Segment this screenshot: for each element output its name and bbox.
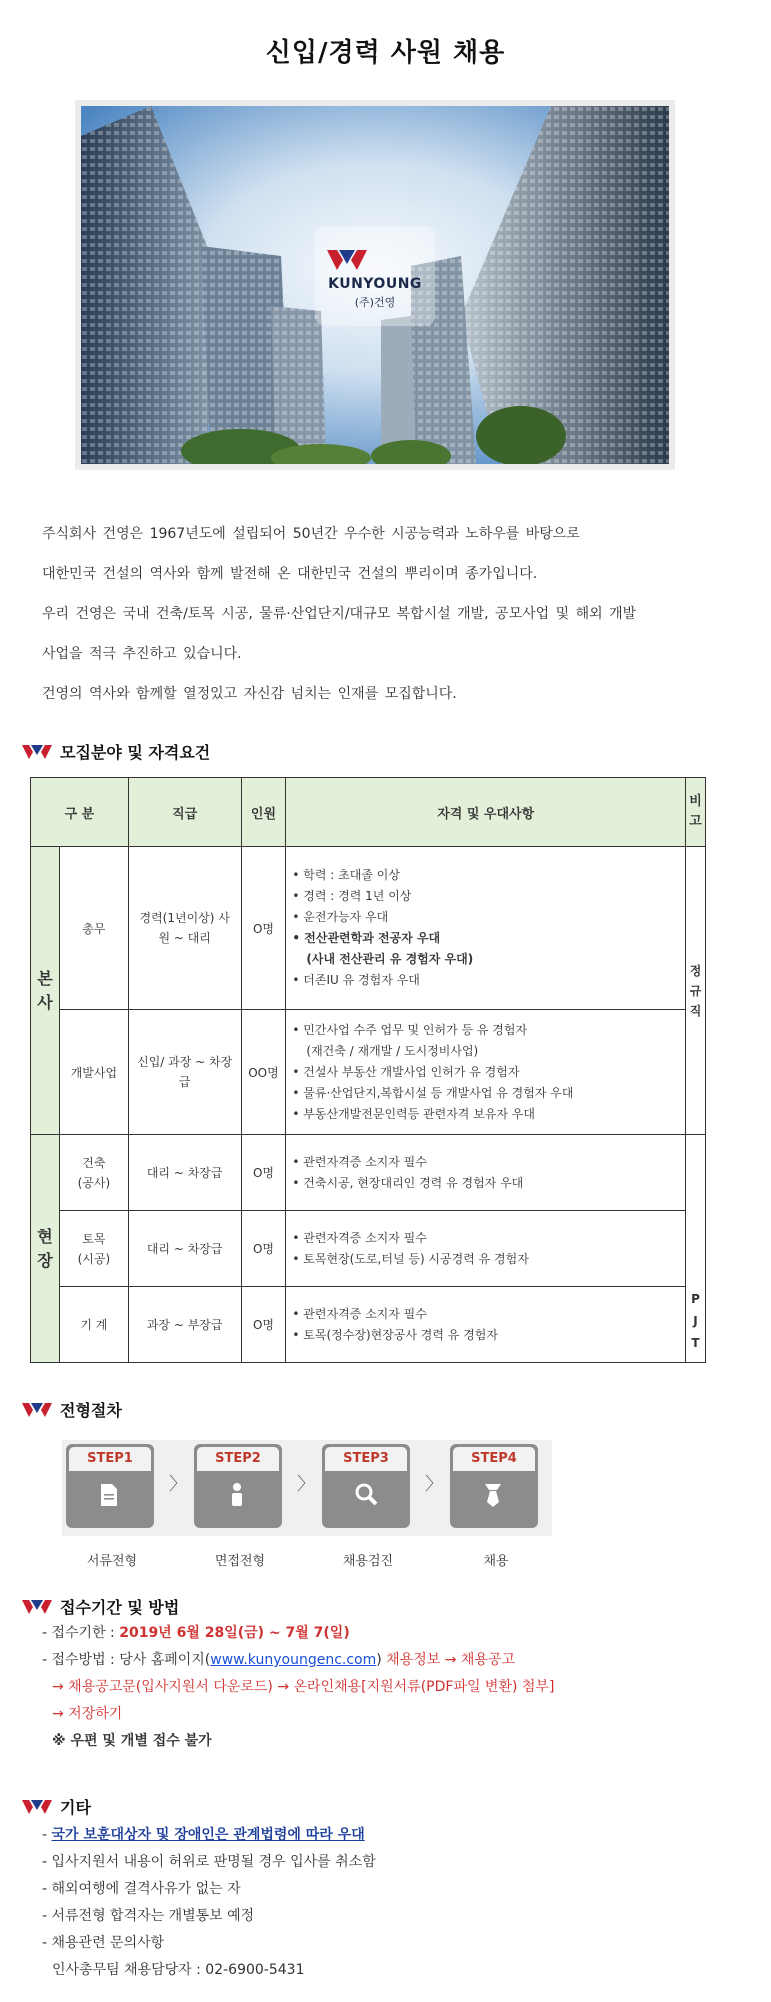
intro-line: 대한민국 건설의 역사와 함께 발전해 온 대한민국 건설의 뿌리이며 종가입니다.: [42, 566, 538, 582]
etc-item: - 서류전형 합격자는 개별통보 예정: [42, 1908, 255, 1924]
section-title: 모집분야 및 자격요건: [60, 743, 211, 762]
magnifier-icon: [354, 1482, 378, 1508]
intro-line: 건영의 역사와 함께할 열정있고 자신감 넘치는 인재를 모집합니다.: [42, 686, 457, 702]
note-header-text: 비고: [689, 794, 702, 829]
tie-icon: [482, 1482, 504, 1508]
step-4: [450, 1444, 538, 1528]
cell-requirements: [286, 1010, 686, 1135]
req-line: • 전산관련학과 전공자 우대: [292, 931, 441, 945]
kunyoung-logo-icon: [327, 248, 367, 272]
req-line: • 민간사업 수주 업무 및 인허가 등 유 경험자: [292, 1022, 528, 1037]
th-count: 인원: [241, 778, 286, 847]
cell-rank: 신입/ 과장 ~ 차장급: [128, 1010, 241, 1135]
cell-requirements: [286, 1287, 686, 1363]
req-line: • 관련자격증 소지자 필수: [292, 1306, 427, 1321]
req-line: • 관련자격증 소지자 필수: [292, 1230, 427, 1245]
etc-item: - 해외여행에 결격사유가 없는 자: [42, 1881, 241, 1897]
cell-rank: 경력(1년이상) 사원 ~ 대리: [128, 847, 241, 1010]
cell-rank: 대리 ~ 차장급: [128, 1211, 241, 1287]
req-line: • 건설사 부동산 개발사업 인허가 유 경험자: [292, 1064, 520, 1079]
req-line: • 건축시공, 현장대리인 경력 유 경험자 우대: [292, 1175, 524, 1190]
document-icon: [98, 1482, 120, 1508]
cell-rank: 과장 ~ 부장급: [128, 1287, 241, 1363]
cell-count: O명: [241, 1135, 286, 1211]
cell-field: 기 계: [59, 1287, 128, 1363]
req-line: • 학력 : 초대졸 이상: [292, 868, 400, 882]
th-requirements: 자격 및 우대사항: [286, 778, 686, 847]
table-row: [31, 1135, 706, 1211]
apply-period: [42, 1620, 554, 1647]
req-line: • 관련자격증 소지자 필수: [292, 1154, 427, 1169]
section-process-header: [22, 1398, 122, 1421]
company-logo: [327, 248, 423, 310]
brand-mark-icon: [22, 1402, 52, 1418]
step-1: [66, 1444, 154, 1528]
intro-line: 사업을 적극 추진하고 있습니다.: [42, 646, 242, 662]
cell-requirements: [286, 1211, 686, 1287]
method-close: ): [376, 1652, 382, 1668]
th-rank: 직급: [128, 778, 241, 847]
note-text: 정규직: [689, 963, 702, 1018]
apply-list: [42, 1620, 554, 1755]
req-line: • 토목현장(도로,터널 등) 시공경력 유 경험자: [292, 1251, 529, 1266]
period-label: - 접수기한 :: [42, 1625, 120, 1641]
th-note: [685, 778, 705, 847]
person-icon: [226, 1482, 248, 1508]
cell-count: O명: [241, 1287, 286, 1363]
step-caption: STEP2: [197, 1447, 279, 1471]
cell-rank: 대리 ~ 차장급: [128, 1135, 241, 1211]
section-etc-header: [22, 1795, 91, 1818]
step-caption: STEP4: [453, 1447, 535, 1471]
req-line: • 물류·산업단지,복합시설 등 개발사업 유 경험자 우대: [292, 1085, 574, 1100]
section-apply-header: [22, 1595, 179, 1618]
cell-count: O명: [241, 1211, 286, 1287]
group-label: 현장: [37, 1226, 53, 1270]
etc-item: [42, 1822, 376, 1849]
step-caption: STEP3: [325, 1447, 407, 1471]
section-title: 접수기간 및 방법: [60, 1598, 180, 1617]
step-2: [194, 1444, 282, 1528]
section-title: 전형절차: [60, 1401, 122, 1420]
req-line: • 운전가능자 우대: [292, 910, 389, 924]
req-line: • 더존IU 유 경험자 우대: [292, 973, 420, 987]
brand-mark-icon: [22, 1799, 52, 1815]
recruit-table: [30, 777, 706, 1363]
apply-method-line3: → 저장하기: [52, 1706, 123, 1722]
cell-field: 개발사업: [59, 1010, 128, 1135]
step-label: 면접전형: [214, 1554, 266, 1569]
table-row: [31, 847, 706, 1010]
cell-field: 건축 (공사): [59, 1135, 128, 1211]
table-row: [31, 1211, 706, 1287]
etc-list: [42, 1822, 376, 1984]
req-line: (사내 전산관리 유 경험자 우대): [306, 952, 474, 966]
intro-text: [42, 524, 722, 724]
period-value: 2019년 6월 28일(금) ~ 7월 7(일): [119, 1625, 350, 1641]
group-bonsa: [31, 847, 60, 1135]
step-label: 채용: [483, 1554, 509, 1569]
step-arrow-icon: 〉: [425, 1474, 443, 1495]
step-label: 서류전형: [86, 1554, 138, 1569]
section-title: 기타: [60, 1798, 91, 1817]
logo-name: KUNYOUNG: [328, 276, 422, 292]
step-label: 채용검진: [342, 1554, 394, 1569]
method-label: - 접수방법 : 당사 홈페이지(: [42, 1652, 211, 1668]
apply-method-line2: → 채용공고문(입사지원서 다운로드) → 온라인채용[지원서류(PDF파일 변환) 첨부]: [52, 1679, 555, 1695]
logo-sub: (주)건영: [354, 296, 396, 309]
cell-count: OO명: [241, 1010, 286, 1135]
cell-requirements: [286, 847, 686, 1010]
homepage-link[interactable]: www.kunyoungenc.com: [210, 1652, 377, 1668]
etc-highlight: 국가 보훈대상자 및 장애인은 관계법령에 따라 우대: [51, 1827, 365, 1843]
note-pjt: [685, 1135, 705, 1363]
group-label: 본사: [37, 968, 53, 1012]
intro-line: 주식회사 건영은 1967년도에 설립되어 50년간 우수한 시공능력과 노하우를 바탕으로: [42, 526, 580, 542]
req-line: (재건축 / 재개발 / 도시정비사업): [306, 1043, 479, 1058]
cell-field: 총무: [59, 847, 128, 1010]
apply-method: [42, 1647, 554, 1674]
hero-image: [75, 100, 675, 470]
step-3: [322, 1444, 410, 1528]
process-steps: [62, 1440, 552, 1536]
step-caption: STEP1: [69, 1447, 151, 1471]
th-category: 구 분: [31, 778, 129, 847]
table-row: [31, 1010, 706, 1135]
cell-requirements: [286, 1135, 686, 1211]
cell-field: 토목 (시공): [59, 1211, 128, 1287]
intro-line: 우리 건영은 국내 건축/토목 시공, 물류·산업단지/대규모 복합시설 개발, 공모사업 및 해외 개발: [42, 606, 637, 622]
etc-item: - 입사지원서 내용이 허위로 판명될 경우 입사를 취소함: [42, 1854, 376, 1870]
req-line: • 토목(정수장)현장공사 경력 유 경험자: [292, 1327, 498, 1342]
etc-contact: 인사총무팀 채용담당자 : 02-6900-5431: [52, 1962, 305, 1978]
brand-mark-icon: [22, 1599, 52, 1615]
table-row: [31, 1287, 706, 1363]
step-arrow-icon: 〉: [297, 1474, 315, 1495]
cell-count: O명: [241, 847, 286, 1010]
etc-dash: -: [42, 1827, 52, 1843]
req-line: • 경력 : 경력 1년 이상: [292, 889, 412, 903]
note-regular: [685, 847, 705, 1135]
note-text: PJT: [691, 1292, 700, 1350]
etc-item: - 채용관련 문의사항: [42, 1935, 165, 1951]
group-hyeonjang: [31, 1135, 60, 1363]
brand-mark-icon: [22, 744, 52, 760]
method-rest: 채용정보 → 채용공고: [381, 1652, 515, 1668]
step-arrow-icon: 〉: [169, 1474, 187, 1495]
apply-note: ※ 우편 및 개별 접수 불가: [52, 1733, 212, 1749]
req-line: • 부동산개발전문인력등 관련자격 보유자 우대: [292, 1106, 535, 1121]
section-recruit-header: [22, 740, 210, 763]
table-header-row: [31, 778, 706, 847]
page-title: 신입/경력 사원 채용: [265, 38, 506, 68]
